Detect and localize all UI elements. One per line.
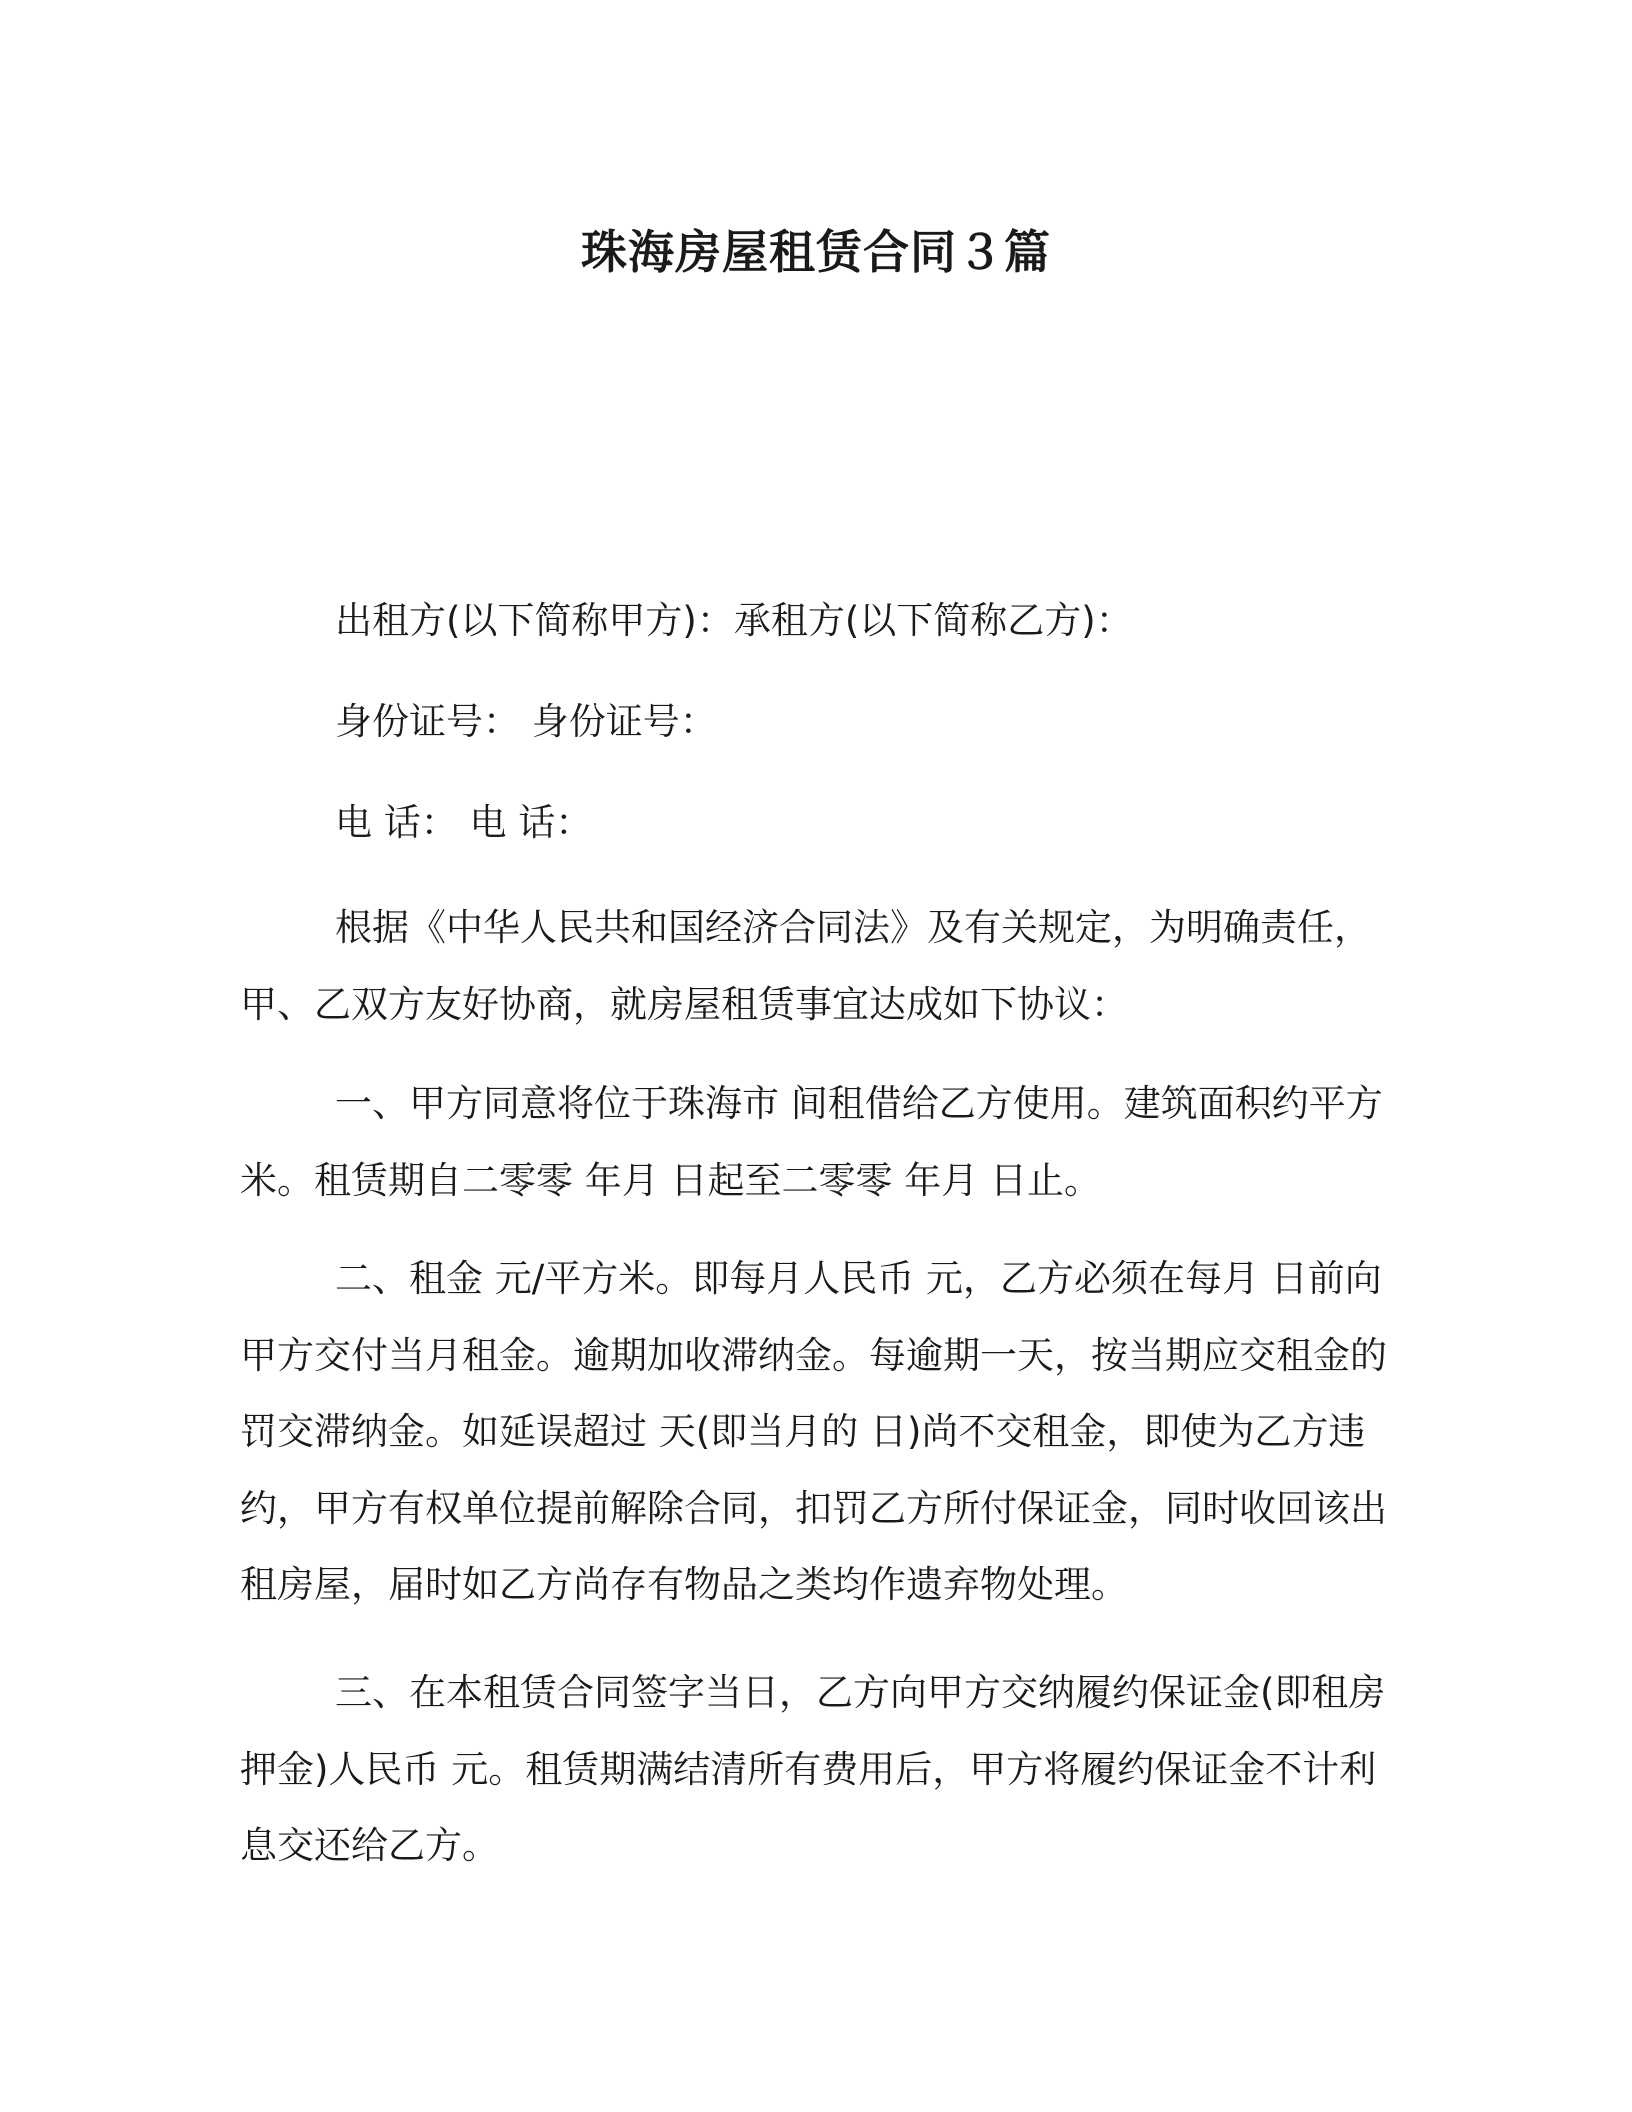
paragraph-intro: 根据《中华人民共和国经济合同法》及有关规定，为明确责任，甲、乙双方友好协商，就房屋租赁事宜达成如下协议： [240, 906, 1371, 1026]
document-title: 珠海房屋租赁合同３篇 [581, 225, 1051, 279]
paragraph-clause-2: 二、租金 元/平方米。即每月人民币 元，乙方必须在每月 日前向甲方交付当月租金。逾期加收滞纳金。每逾期一天，按当期应交租金的罚交滞纳金。如延误超过 天(即当月的 日)尚不交租金，即使为乙方违约，甲方有权单位提前解除合同，扣罚乙方所付保证金，同时收回该出租房屋，届时如乙方尚存有物品之类均作遗弃物处理。 [240, 1257, 1387, 1606]
paragraph-clause-1: 一、甲方同意将位于珠海市 间租借给乙方使用。建筑面积约平方米。租赁期自二零零 年月 日起至二零零 年月 日止。 [240, 1082, 1383, 1202]
parties-line: 出租方(以下简称甲方)：承租方(以下简称乙方)： [335, 599, 1133, 642]
paragraph-clause-3: 三、在本租赁合同签字当日，乙方向甲方交纳履约保证金(即租房押金)人民币 元。租赁期满结清所有费用后，甲方将履约保证金不计利息交还给乙方。 [240, 1671, 1386, 1867]
id-line: 身份证号： 身份证号： [335, 700, 717, 743]
phone-line: 电 话： 电 话： [335, 801, 593, 844]
